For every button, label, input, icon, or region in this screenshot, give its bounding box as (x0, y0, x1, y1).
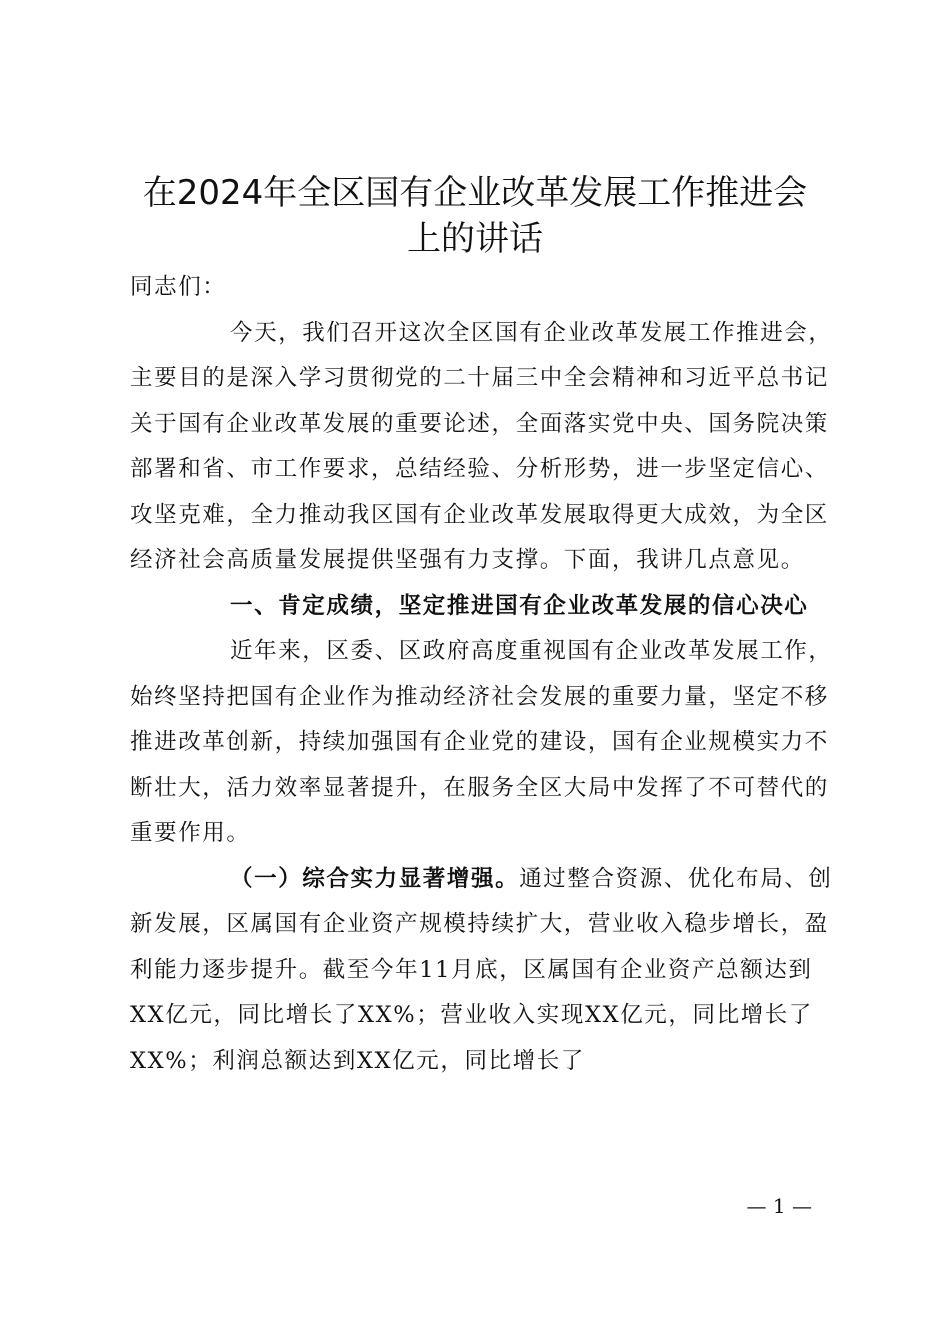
document-body (130, 265, 840, 1084)
paragraph-strength (130, 857, 840, 1085)
title-line-1: 在2024年全区国有企业改革发展工作推进会 (142, 173, 808, 213)
paragraph-intro: 今天，我们召开这次全区国有企业改革发展工作推进会，主要目的是深入学习贯彻党的二十届三中全会精神和习近平总书记关于国有企业改革发展的重要论述，全面落实党中央、国务院决策部署和省、市工作要求，总结经验、分析形势，进一步坚定信心、攻坚克难，全力推动我区国有企业改革发展取得更大成效，为全区经济社会高质量发展提供坚强有力支撑。下面，我讲几点意见。 (130, 319, 833, 573)
paragraph-achievements: 近年来，区委、区政府高度重视国有企业改革发展工作，始终坚持把国有企业作为推动经济社会发展的重要力量，坚定不移推进改革创新，持续加强国有企业党的建设，国有企业规模实力不断壮大，活力效率显著提升，在服务全区大局中发挥了不可替代的重要作用。 (130, 638, 833, 846)
salutation: 同志们： (130, 274, 227, 300)
subsection-body-1: 通过整合资源、优化布局、创新发展，区属国有企业资产规模持续扩大，营业收入稳步增长，盈利能力逐步提升。截至今年11月底，区属国有企业资产总额达到XX亿元，同比增长了XX%；营业收入实现XX亿元，同比增长了XX%；利润总额达到XX亿元，同比增长了 (130, 865, 833, 1074)
page-number: — 1 — (746, 1194, 812, 1218)
document-title (100, 170, 850, 262)
title-line-2: 上的讲话 (407, 219, 543, 259)
subsection-title-1: （一）综合实力显著增强。 (230, 865, 520, 892)
section-heading-1: 一、肯定成绩，坚定推进国有企业改革发展的信心决心 (230, 592, 809, 619)
